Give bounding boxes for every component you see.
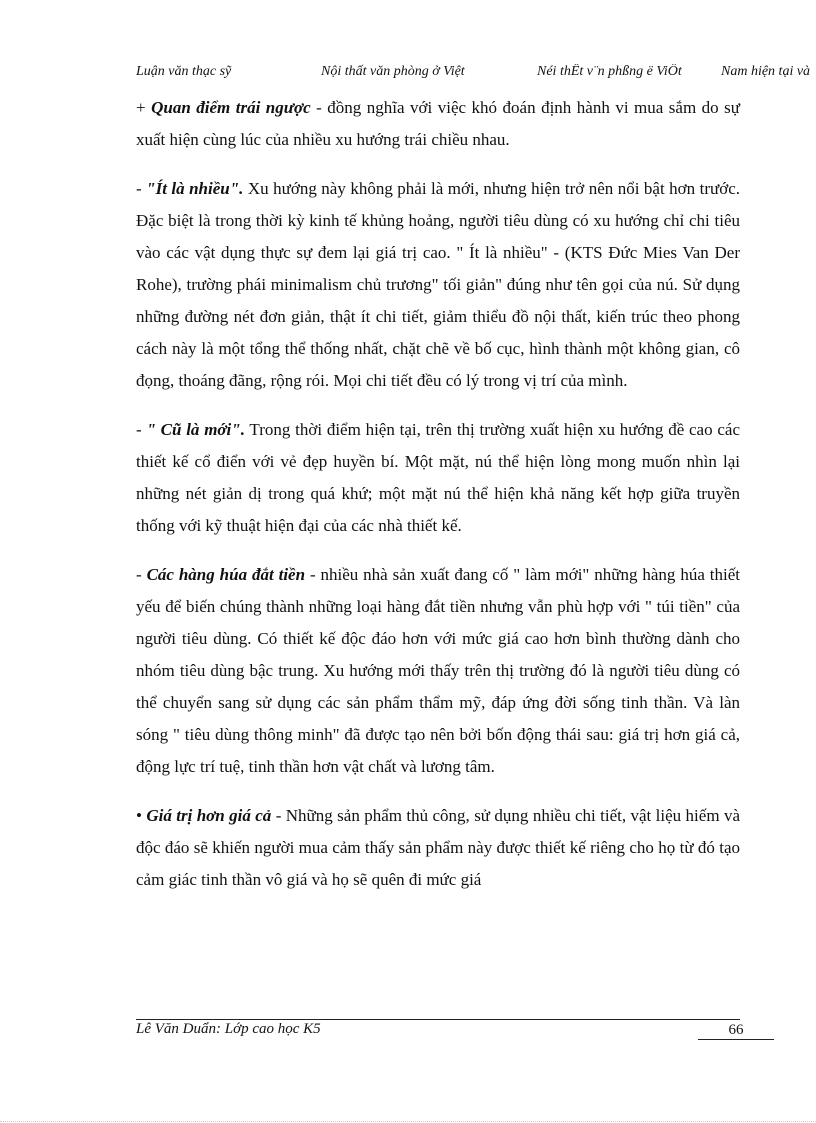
paragraph-text: - Những sản phẩm thủ công, sử dụng nhiều chi tiết, vật liệu hiếm và độc đáo sẽ khiến người mua cảm thấy sản phẩm này được thiết kế riêng cho họ từ đó tạo cảm giác tinh thần vô giá và họ sẽ quên đi mức giá [136,806,740,889]
footer-divider [136,1019,740,1020]
paragraph-lead: - [136,179,147,198]
paragraph-text: - nhiều nhà sản xuất đang cố " làm mới" những hàng húa thiết yếu để biến chúng thành những loại hàng đắt tiền nhưng vẫn phù hợp với " túi tiền" của người tiêu dùng. Có thiết kế độc đáo hơn với mức giá cao hơn bình thường dành cho nhóm tiêu dùng bậc trung. Xu hướng mới thấy trên thị trường đó là người tiêu dùng có thể chuyển sang sử dụng các sản phẩm thẩm mỹ, đáp ứng đời sống tinh thần. Và làn sóng " tiêu dùng thông minh" đã được tạo nên bởi bốn động thái sau: giá trị hơn giá cả, động lực trí tuệ, tinh thần hơn vật chất và lương tâm. [136,565,740,776]
paragraph-lead: + [136,98,152,117]
paragraph-title: "Ít là nhiều". [146,179,244,198]
paragraph-title: Giá trị hơn giá cả [146,806,272,825]
paragraph-opposing-views [136,92,740,156]
paragraph-value-over-price [136,800,740,896]
page-header [136,64,816,84]
page-bottom-border [0,1121,816,1122]
paragraph-title: Quan điểm trái ngược [151,98,311,117]
paragraph-title: " Cũ là mới". [146,420,245,439]
paragraph-less-is-more [136,173,740,397]
header-title: Nội thất văn phòng ở Việt [321,64,465,79]
paragraph-text: Xu hướng này không phải là mới, nhưng hiện trở nên nổi bật hơn trước. Đặc biệt là trong thời kỳ kinh tế khủng hoảng, người tiêu dùng có xu hướng chỉ chi tiêu vào các vật dụng thực sự đem lại giá trị cao. " Ít là nhiều" - (KTS Đức Mies Van Der Rohe), trường phái minimalism chủ trương" tối giản" đúng như tên gọi của nú. Sử dụng những đường nét đơn giản, thật ít chi tiết, giảm thiểu đồ nội thất, kiến trúc theo phong cách này là một tổng thể thống nhất, chặt chẽ về bố cục, hình thành một không gian, cô đọng, thoáng đãng, rộng rói. Mọi chi tiết đều có lý trong vị trí của mình. [136,179,740,390]
paragraph-bullet: • [136,806,147,825]
header-title-continued: Nam hiện tại và [721,64,811,79]
document-body [136,92,740,913]
header-title-garbled: Néi thÊt v¨n phßng ë ViÖt [537,64,682,79]
paragraph-text: Trong thời điểm hiện tại, trên thị trường xuất hiện xu hướng đề cao các thiết kế cổ điển với vẻ đẹp huyền bí. Một mặt, nú thể hiện lòng mong muốn nhìn lại những nét giản dị trong quá khứ; một mặt nú thể hiện khả năng kết hợp giữa truyền thống với kỹ thuật hiện đại của các nhà thiết kế. [136,420,740,535]
paragraph-expensive-goods [136,559,740,783]
header-thesis-label: Luận văn thạc sỹ [136,64,232,79]
paragraph-text: - đồng nghĩa với việc khó đoán định hành vi mua sắm do sự xuất hiện cùng lúc của nhiều xu hướng trái chiều nhau. [136,98,740,149]
paragraph-title: Các hàng húa đắt tiền [146,565,306,584]
paragraph-old-is-new [136,414,740,542]
footer-author: Lê Văn Duẩn: Lớp cao học K5 [136,1021,321,1037]
page-number: 66 [698,1021,774,1040]
paragraph-lead: - [136,420,147,439]
paragraph-lead: - [136,565,147,584]
